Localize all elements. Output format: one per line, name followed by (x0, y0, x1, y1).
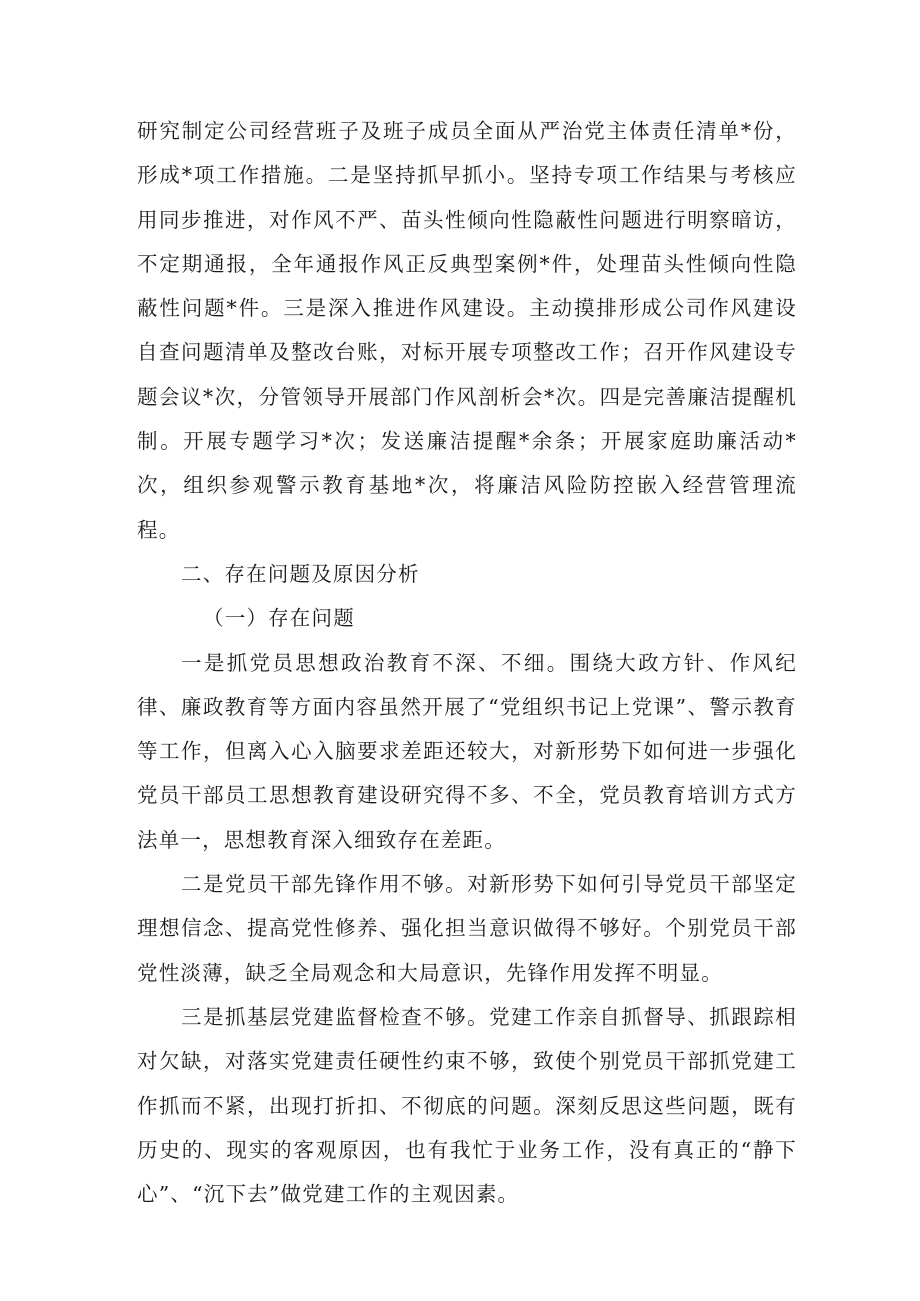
paragraph-continued: 研究制定公司经营班子及班子成员全面从严治党主体责任清单*份，形成*项工作措施。二是坚持抓早抓小。坚持专项工作结果与考核应用同步推进，对作风不严、苗头性倾向性隐蔽性问题进行明察暗访，不定期通报，全年通报作风正反典型案例*件，处理苗头性倾向性隐蔽性问题*件。三是深入推进作风建设。主动摸排形成公司作风建设自查问题清单及整改台账，对标开展专项整改工作；召开作风建设专题会议*次，分管领导开展部门作风剖析会*次。四是完善廉洁提醒机制。开展专题学习*次；发送廉洁提醒*余条；开展家庭助廉活动*次，组织参观警示教育基地*次，将廉洁风险防控嵌入经营管理流程。 (137, 119, 797, 542)
section-heading: 二、存在问题及原因分析 (181, 561, 420, 586)
subsection-heading: （一）存在问题 (203, 606, 355, 631)
paragraph-problem-2: 二是党员干部先锋作用不够。对新形势下如何引导党员干部坚定理想信念、提高党性修养、强化担当意识做得不够好。个别党员干部党性淡薄，缺乏全局观念和大局意识，先锋作用发挥不明显。 (137, 872, 797, 985)
paragraph-problem-3: 三是抓基层党建监督检查不够。党建工作亲自抓督导、抓跟踪相对欠缺，对落实党建责任硬性约束不够，致使个别党员干部抓党建工作抓而不紧，出现打折扣、不彻底的问题。深刻反思这些问题，既有历史的、现实的客观原因，也有我忙于业务工作，没有真正的“静下心”、“沉下去”做党建工作的主观因素。 (137, 1004, 797, 1207)
document-body (137, 109, 797, 1216)
paragraph-problem-1: 一是抓党员思想政治教育不深、不细。围绕大政方针、作风纪律、廉政教育等方面内容虽然开展了“党组织书记上党课”、警示教育等工作，但离入心入脑要求差距还较大，对新形势下如何进一步强化党员干部员工思想教育建设研究得不多、不全，党员教育培训方式方法单一，思想教育深入细致存在差距。 (137, 650, 797, 852)
